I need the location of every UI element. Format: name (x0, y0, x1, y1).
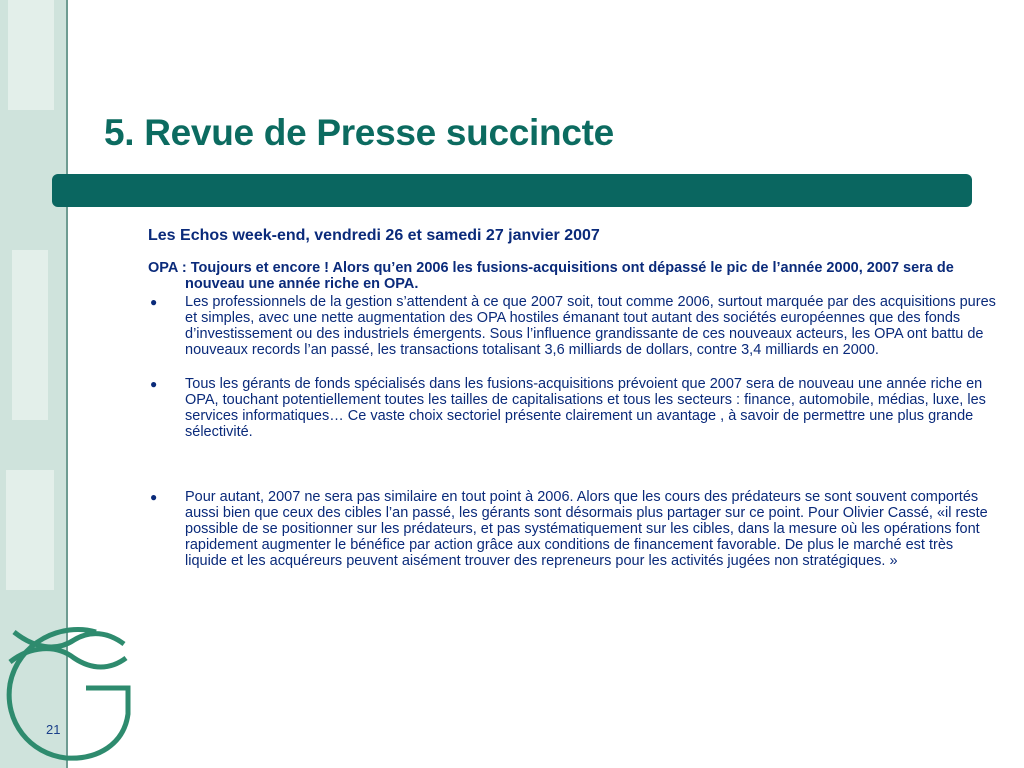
slide-content (148, 226, 998, 569)
slide-title: 5. Revue de Presse succincte (104, 112, 614, 153)
press-source-heading: Les Echos week-end, vendredi 26 et samedi 27 janvier 2007 (148, 227, 600, 244)
bullet-item (148, 294, 998, 358)
title-bar (52, 174, 972, 207)
lead-paragraph: OPA : Toujours et encore ! Alors qu’en 2006 les fusions-acquisitions ont dépassé le pic de l’année 2000, 2007 sera de nouveau une année riche en OPA. (148, 260, 954, 292)
bullet-text: Les professionnels de la gestion s’attendent à ce que 2007 soit, tout comme 2006, surtout marquée par des acquisitions pures et simples, avec une nette augmentation des OPA hostiles émanant tout autant des sociétés européennes que des fonds d’investissement ou des industriels émergents. Sous l’influence grandissante de ces nouveaux acteurs, les OPA ont battu de nouveaux records l’an passé, les transactions totalisant 3,6 milliards de dollars, contre 3,4 milliards en 2000. (185, 294, 996, 358)
bullet-text: Pour autant, 2007 ne sera pas similaire en tout point à 2006. Alors que les cours des prédateurs se sont souvent comportés aussi bien que ceux des cibles l’an passé, les gérants sont désormais plus partager sur ce point. Pour Olivier Cassé, «il reste possible de se positionner sur les prédateurs, et pas systématiquement sur les cibles, dans la mesure où les opérations font rapidement augmenter le bénéfice par action grâce aux conditions de financement favorable. De plus le marché est très liquide et les acquéreurs peuvent aisément trouver des repreneurs pour les activités jugées non stratégiques. » (185, 489, 988, 569)
bullet-item (148, 489, 998, 569)
side-decoration (6, 470, 54, 590)
page-number: 21 (46, 722, 61, 737)
bullet-dot: ● (150, 377, 158, 391)
bullet-text: Tous les gérants de fonds spécialisés dans les fusions-acquisitions prévoient que 2007 sera de nouveau une année riche en OPA, touchant potentiellement toutes les tailles de capitalisations et tous les secteurs : finance, automobile, médias, luxe, les services informatiques… Ce vaste choix sectoriel présente clairement un avantage , à savoir de permettre une plus grande sélectivité. (185, 376, 986, 440)
bullet-dot: ● (150, 295, 158, 309)
bullet-dot: ● (150, 490, 158, 504)
company-logo-icon (0, 618, 140, 768)
side-decoration (12, 250, 48, 420)
bullet-item (148, 376, 998, 440)
side-decoration (8, 0, 54, 110)
